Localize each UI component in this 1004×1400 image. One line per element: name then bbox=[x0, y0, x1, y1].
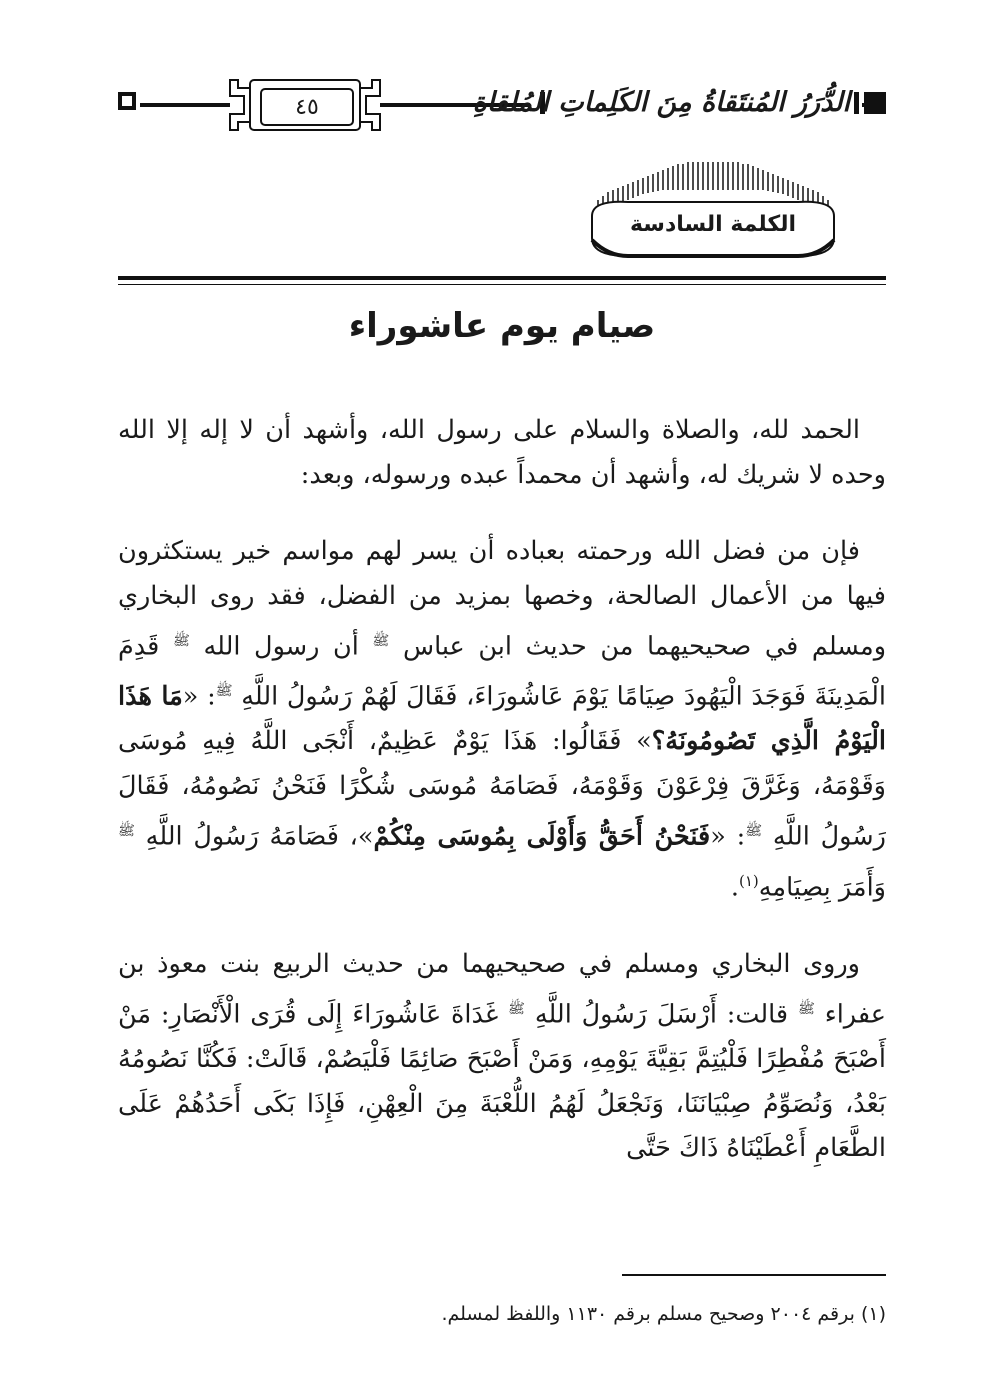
honorific-glyph: ﷺ bbox=[797, 1000, 815, 1017]
honorific-glyph: ﷺ bbox=[508, 1000, 525, 1017]
text-span: فإن من فضل الله ورحمته بعباده أن يسر لهم مواسم خير يستكثرون فيها من الأعمال الصالحة، وخصها بمزيد من الفضل، فقد روى البخاري ومسلم في صحيحيهما من حديث ابن عباس bbox=[118, 536, 887, 662]
chapter-badge bbox=[588, 160, 838, 260]
text-span: : « bbox=[710, 821, 746, 852]
footnote-rule bbox=[622, 1274, 886, 1276]
text-span: وروى البخاري ومسلم في صحيحيهما من حديث الربيع بنت معوذ بن عفراء bbox=[118, 949, 886, 1030]
page-title: صيام يوم عاشوراء bbox=[348, 306, 656, 346]
quote-bold: مَا هَذَا الْيَوْمُ الَّذِي تَصُومُونَهُ؟ bbox=[118, 681, 886, 757]
text-span: قالت: أَرْسَلَ رَسُولُ اللَّهِ bbox=[534, 999, 789, 1030]
text-span: » فَقَالُوا: هَذَا يَوْمٌ عَظِيمٌ، أَنْجَى اللَّهُ فِيهِ مُوسَى وَقَوْمَهُ، وَغَرَّقَ فِرْعَوْنَ وَقَوْمَهُ، فَصَامَهُ مُوسَى شُكْرًا فَنَحْنُ نَصُومُهُ، فَقَالَ رَسُولُ اللَّهِ bbox=[118, 726, 886, 852]
honorific-glyph: ﷺ bbox=[745, 822, 763, 839]
quote-bold: فَنَحْنُ أَحَقُّ وَأَوْلَى بِمُوسَى مِنْكُمْ bbox=[373, 821, 711, 852]
header-divider-bar-right bbox=[854, 92, 859, 114]
header-rule-left bbox=[140, 103, 220, 107]
honorific-glyph: ﷺ bbox=[118, 822, 135, 839]
footnote: (١) برقم ٢٠٠٤ وصحيح مسلم برقم ١١٣٠ واللفظ لمسلم. bbox=[441, 1303, 886, 1325]
honorific-glyph: ﷺ bbox=[215, 683, 233, 700]
title-rule-thin bbox=[118, 284, 886, 285]
honorific-glyph: ﷺ bbox=[172, 632, 190, 649]
text-span: : « bbox=[182, 681, 216, 712]
running-header bbox=[110, 70, 890, 140]
paragraph-intro bbox=[118, 408, 886, 497]
page-number-frame bbox=[210, 74, 400, 136]
intro-text: الحمد لله، والصلاة والسلام على رسول الله، وأشهد أن لا إله إلا الله وحده لا شريك له، وأشهد أن محمداً عبده ورسوله، وبعد: bbox=[118, 415, 886, 490]
text-span: غَدَاةَ عَاشُورَاءَ إِلَى قُرَى الْأَنْصَارِ: مَنْ أَصْبَحَ مُفْطِرًا فَلْيُتِمَّ بَقِيَّةَ يَوْمِهِ، وَمَنْ أَصْبَحَ صَائِمًا فَلْيَصُمْ، قَالَتْ: فَكُنَّا نَصُومُهُ بَعْدُ، وَنُصَوِّمُ صِبْيَانَنَا، وَنَجْعَلُ لَهُمُ اللُّعْبَةَ مِنَ الْعِهْنِ، فَإِذَا بَكَى أَحَدُهُمْ عَلَى الطَّعَامِ أَعْطَيْنَاهُ ذَاكَ حَتَّى bbox=[118, 999, 886, 1164]
body-text bbox=[118, 408, 886, 1203]
text-span: وَأَمَرَ بِصِيَامِهِ bbox=[758, 872, 886, 903]
title-rule-thick bbox=[118, 276, 886, 280]
text-span: أن رسول الله bbox=[203, 631, 359, 662]
text-span: قَدِمَ الْمَدِينَةَ فَوَجَدَ الْيَهُودَ صِيَامًا يَوْمَ عَاشُورَاءَ، فَقَالَ لَهُمْ رَسُولُ اللَّهِ bbox=[118, 631, 886, 712]
paragraph-hadith-ibn-abbas bbox=[118, 529, 886, 910]
page-number: ٤٥ bbox=[260, 88, 354, 126]
footnote-marker: (١) bbox=[738, 871, 759, 890]
honorific-glyph: ﷺ bbox=[372, 632, 390, 649]
text-span: »، فَصَامَهُ رَسُولُ اللَّهِ bbox=[145, 821, 374, 852]
chapter-label: الكلمة السادسة bbox=[629, 212, 797, 237]
chapter-badge-ornament-icon bbox=[588, 160, 838, 260]
book-title: الدُّرَرُ المُنتَقاةُ مِنَ الكَلِماتِ المُلقاةِ bbox=[472, 87, 850, 118]
paragraph-hadith-rubayyi bbox=[118, 942, 886, 1171]
header-ornament-square bbox=[118, 92, 136, 110]
header-ornament-block bbox=[864, 92, 886, 114]
text-span: . bbox=[730, 872, 739, 903]
